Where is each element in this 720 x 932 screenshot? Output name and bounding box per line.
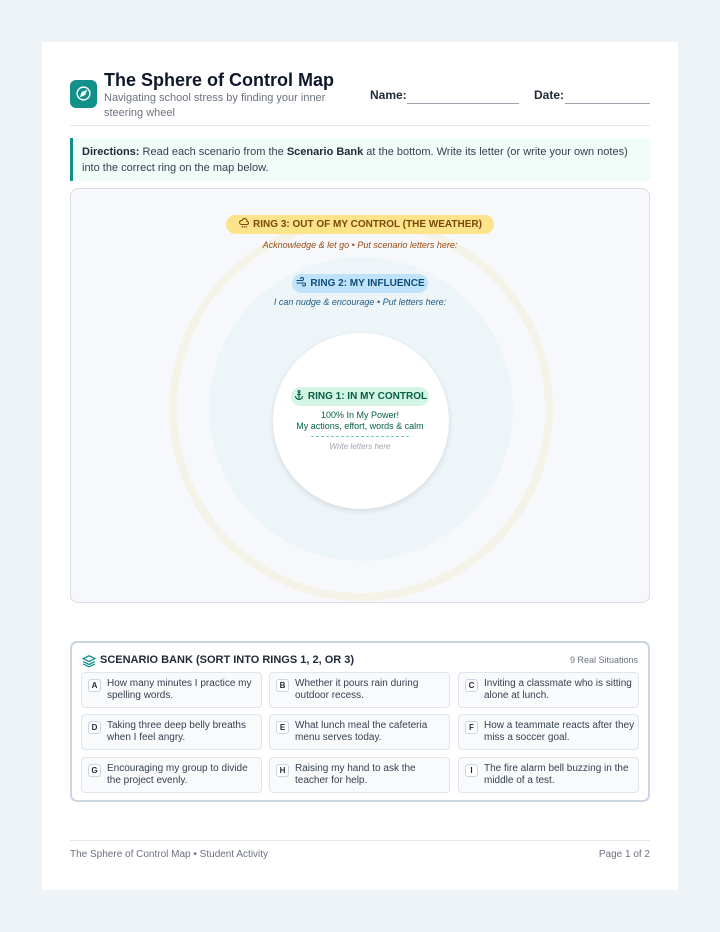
scenario-text: Whether it pours rain during outdoor recess. (295, 678, 419, 701)
page-title: The Sphere of Control Map (104, 70, 335, 90)
scenario-bank (70, 641, 650, 802)
name-label: Name: (370, 88, 407, 102)
scenario-card-i[interactable] (458, 757, 639, 793)
scenario-card-b[interactable] (269, 672, 450, 708)
directions-label: Directions: (82, 146, 140, 158)
scenario-letter: C (465, 679, 478, 692)
ring3-note: Acknowledge & let go • Put scenario letters here: (262, 240, 458, 250)
name-field[interactable] (407, 103, 519, 104)
bank-count: 9 Real Situations (569, 655, 638, 665)
page-subtitle: Navigating school stress by finding your inner steering wheel (104, 92, 326, 119)
scenario-letter: G (88, 764, 101, 777)
scenario-card-h[interactable] (269, 757, 450, 793)
scenario-letter: D (88, 721, 101, 734)
ring1-label-text: RING 1: IN MY CONTROL (307, 391, 428, 402)
scenario-text: Taking three deep belly breaths when I feel angry. (107, 720, 246, 743)
scenario-card-d[interactable] (81, 714, 262, 750)
scenario-card-f[interactable] (458, 714, 639, 750)
directions-box (70, 138, 650, 181)
scenario-letter: H (276, 764, 289, 777)
ring1-divider (311, 436, 409, 437)
ring1-label (291, 387, 429, 406)
scenario-text: What lunch meal the cafeteria menu serves today. (295, 720, 428, 743)
scenario-letter: A (88, 679, 101, 692)
header (70, 68, 650, 126)
ring2-note: I can nudge & encourage • Put letters here: (273, 297, 447, 307)
scenario-text: Raising my hand to ask the teacher for help. (295, 763, 416, 786)
scenario-card-g[interactable] (81, 757, 262, 793)
ring2-label-text: RING 2: MY INFLUENCE (310, 278, 425, 289)
ring1-power-line: 100% In My Power! (320, 410, 400, 420)
scenario-text: Encouraging my group to divide the project evenly. (107, 763, 248, 786)
scenario-letter: E (276, 721, 289, 734)
scenario-card-c[interactable] (458, 672, 639, 708)
ring2-label (292, 274, 428, 293)
ring1-placeholder: Write letters here (329, 442, 391, 451)
control-map (70, 188, 650, 603)
ring3-label-text: RING 3: OUT OF MY CONTROL (THE WEATHER) (253, 219, 482, 230)
footer (70, 840, 650, 860)
anchor-icon (293, 389, 305, 401)
cloud-rain-icon (238, 217, 250, 229)
wind-icon (295, 276, 307, 288)
directions-bold-term: Scenario Bank (286, 146, 364, 158)
bank-title: SCENARIO BANK (SORT INTO RINGS 1, 2, OR 3) (100, 654, 355, 666)
scenario-letter: F (465, 721, 478, 734)
scenario-text: How many minutes I practice my spelling words. (107, 678, 252, 701)
compass-icon (70, 80, 97, 108)
scenario-letter: I (465, 764, 478, 777)
date-label: Date: (534, 88, 565, 102)
ring3-label (226, 215, 494, 234)
scenario-card-a[interactable] (81, 672, 262, 708)
footer-title: The Sphere of Control Map • Student Activity (70, 849, 269, 860)
scenario-text: The fire alarm bell buzzing in the middle of a test. (484, 763, 629, 786)
ring1-description: My actions, effort, words & calm (296, 421, 424, 431)
directions-text-after: at the bottom. Write its letter (or write your own notes) into the correct ring on the map below. (82, 146, 628, 174)
worksheet-page (42, 42, 678, 890)
scenario-text: How a teammate reacts after they miss a soccer goal. (484, 720, 635, 743)
directions-text-before: Read each scenario from the (139, 146, 287, 158)
layers-icon (82, 654, 96, 668)
page-number: Page 1 of 2 (598, 849, 650, 860)
scenario-text: Inviting a classmate who is sitting alone at lunch. (484, 678, 632, 701)
scenario-letter: B (276, 679, 289, 692)
scenario-card-e[interactable] (269, 714, 450, 750)
date-field[interactable] (565, 103, 650, 104)
